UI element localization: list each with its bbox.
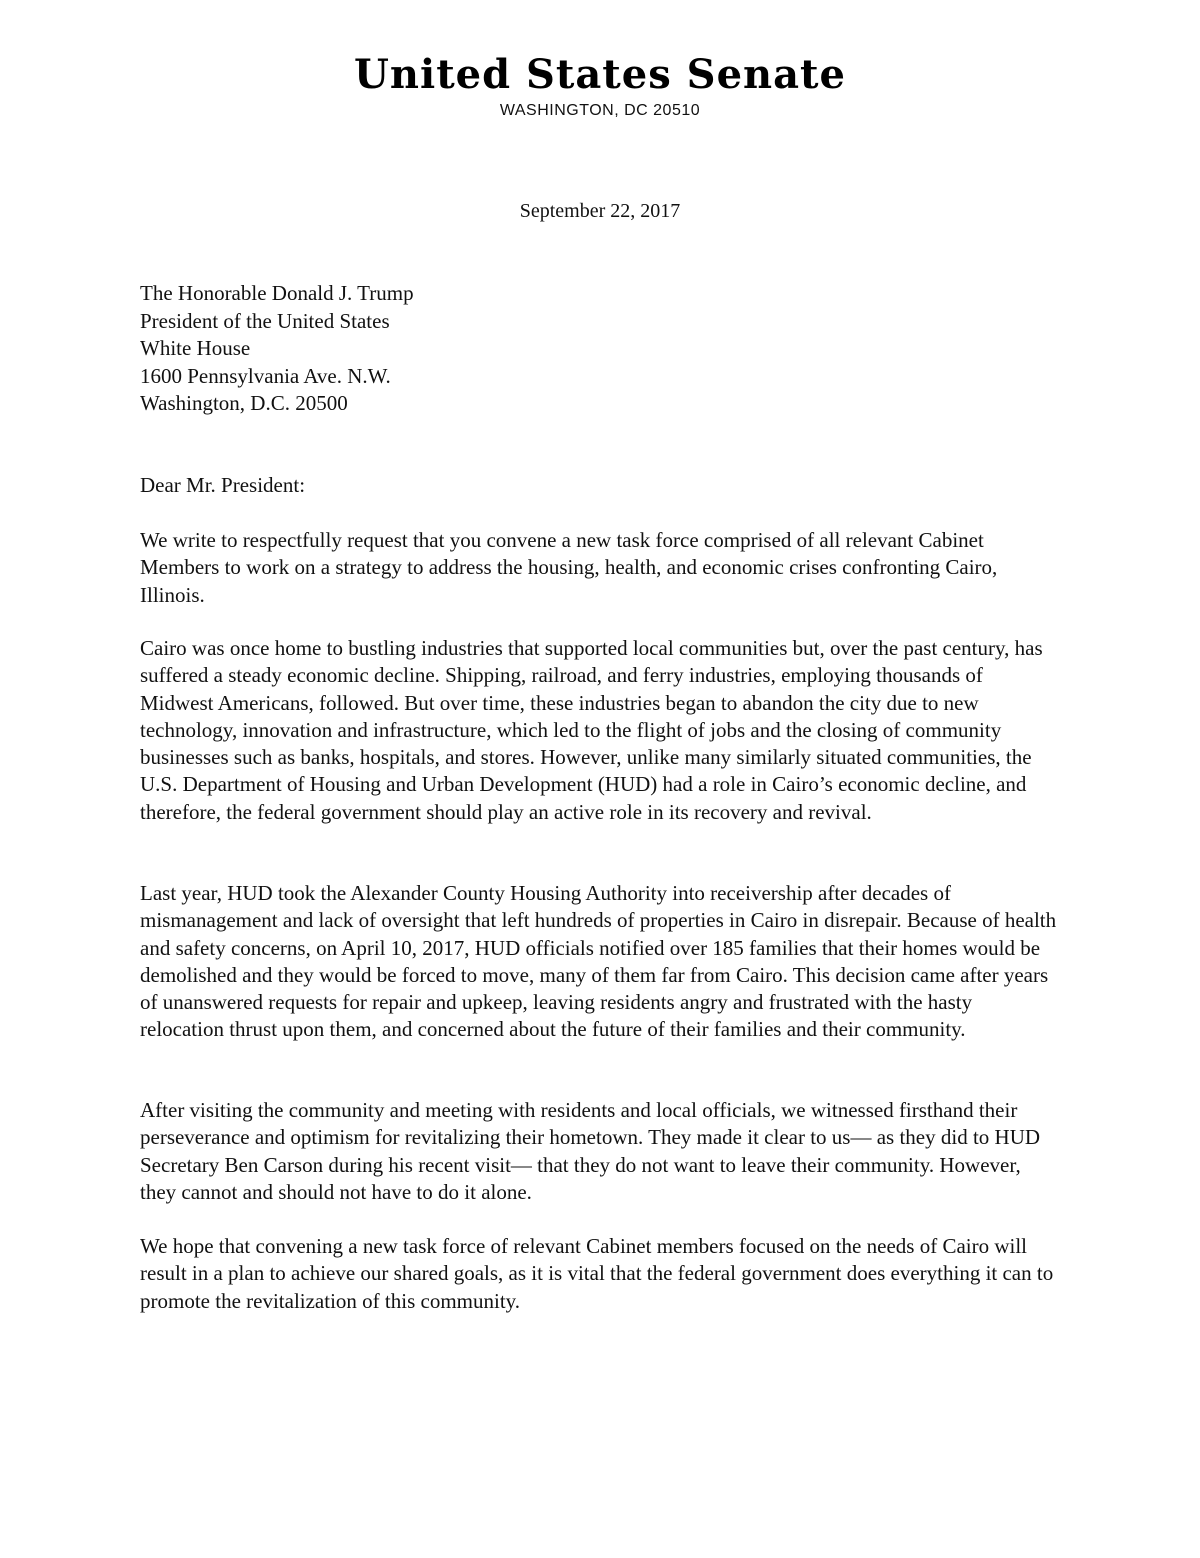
letterhead xyxy=(0,50,1200,122)
recipient-building: White House xyxy=(140,336,251,360)
recipient-block xyxy=(140,280,1040,418)
recipient-city: Washington, D.C. 20500 xyxy=(140,391,348,415)
letter-date: September 22, 2017 xyxy=(519,200,681,222)
letterhead-address: WASHINGTON, DC 20510 xyxy=(499,102,701,119)
body-paragraph: We write to respectfully request that you convene a new task force comprised of all relevant Cabinet Members to work on a strategy to address the housing, health, and economic crises confronting Cairo, Illinois. xyxy=(140,528,998,607)
body-paragraph: Last year, HUD took the Alexander County Housing Authority into receivership after decades of mismanagement and lack of oversight that left hundreds of properties in Cairo in disrepair. Because of health and safety concerns, on April 10, 2017, HUD officials notified over 185 families that their homes would be demolished and they would be forced to move, many of them far from Cairo. This decision came after years of unanswered requests for repair and upkeep, leaving residents angry and frustrated with the hasty relocation thrust upon them, and concerned about the future of their families and their community. xyxy=(140,881,1057,1042)
letterhead-title: United States Senate xyxy=(354,51,846,98)
salutation: Dear Mr. President: xyxy=(140,473,306,497)
body-paragraph: After visiting the community and meeting with residents and local officials, we witnessed firsthand their perseverance and optimism for revitalizing their hometown. They made it clear to us— as they did to HUD Secretary Ben Carson during his recent visit— that they do not want to leave their community. However, they cannot and should not have to do it alone. xyxy=(140,1098,1041,1204)
recipient-street: 1600 Pennsylvania Ave. N.W. xyxy=(140,363,391,388)
recipient-name: The Honorable Donald J. Trump xyxy=(140,281,414,305)
body-paragraph: Cairo was once home to bustling industries that supported local communities but, over the past century, has suffered a steady economic decline. Shipping, railroad, and ferry industries, employing thousands of Midwest Americans, followed. But over time, these industries began to abandon the city due to new technology, innovation and infrastructure, which led to the flight of jobs and the closing of community businesses such as banks, hospitals, and stores. However, unlike many similarly situated communities, the U.S. Department of Housing and Urban Development (HUD) had a role in Cairo’s economic decline, and therefore, the federal government should play an active role in its recovery and revival. xyxy=(140,636,1043,824)
recipient-title: President of the United States xyxy=(140,308,390,333)
body-paragraph: We hope that convening a new task force of relevant Cabinet members focused on the needs of Cairo will result in a plan to achieve our shared goals, as it is vital that the federal government does everything it can to promote the revitalization of this community. xyxy=(140,1234,1054,1313)
